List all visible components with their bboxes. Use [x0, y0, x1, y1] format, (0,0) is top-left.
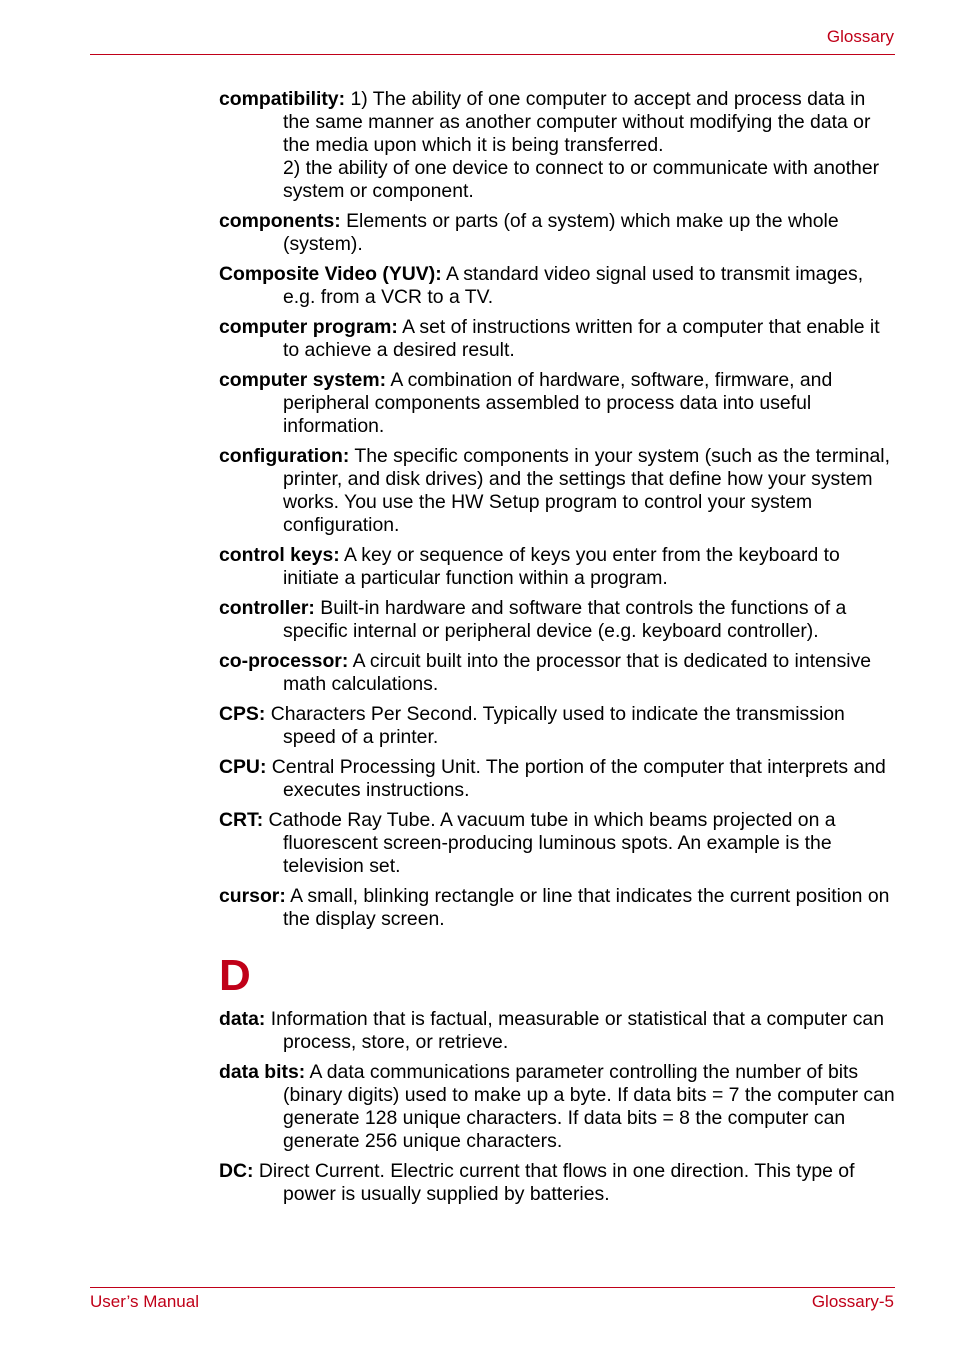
glossary-definition: A combination of hardware, software, firmware, and peripheral components assembled to process data into useful information. [283, 369, 833, 437]
glossary-entry-composite-video [219, 263, 895, 309]
footer-page-number: Glossary-5 [811, 1292, 894, 1311]
glossary-term: CPS: [219, 703, 266, 725]
glossary-definition: Cathode Ray Tube. A vacuum tube in which beams projected on a fluorescent screen-producing luminous spots. An example is the television set. [263, 809, 836, 877]
glossary-definition-continued: 2) the ability of one device to connect to or communicate with another system or component. [283, 157, 880, 202]
glossary-entry-cpu [219, 756, 895, 802]
glossary-definition: Central Processing Unit. The portion of the computer that interprets and executes instructions. [266, 756, 886, 801]
glossary-definition: Characters Per Second. Typically used to indicate the transmission speed of a printer. [265, 703, 845, 748]
glossary-term: cursor: [219, 885, 286, 907]
glossary-definition: Direct Current. Electric current that flows in one direction. This type of power is usually supplied by batteries. [253, 1160, 855, 1205]
glossary-term: DC: [219, 1160, 254, 1182]
section-heading-d: D [219, 951, 251, 1000]
glossary-entry-data [219, 1008, 895, 1054]
glossary-entry-control-keys [219, 544, 895, 590]
glossary-term: control keys: [219, 544, 340, 566]
glossary-definition: A data communications parameter controlling the number of bits (binary digits) used to make up a byte. If data bits = 7 the computer can generate 128 unique characters. If data bits = 8 the computer can generate 256 unique characters. [283, 1061, 895, 1152]
glossary-term: controller: [219, 597, 315, 619]
glossary-definition: A standard video signal used to transmit images, e.g. from a VCR to a TV. [283, 263, 864, 308]
glossary-term: components: [219, 210, 341, 232]
glossary-entry-compatibility [219, 88, 895, 203]
glossary-entry-computer-program [219, 316, 895, 362]
glossary-term: CRT: [219, 809, 264, 831]
glossary-entry-co-processor [219, 650, 895, 696]
glossary-entry-dc [219, 1160, 895, 1206]
glossary-term: Composite Video (YUV): [219, 263, 442, 285]
glossary-definition: Elements or parts (of a system) which make up the whole (system). [283, 210, 839, 255]
glossary-entry-data-bits [219, 1061, 895, 1153]
glossary-term: computer program: [219, 316, 398, 338]
glossary-term: computer system: [219, 369, 387, 391]
glossary-term: co-processor: [219, 650, 349, 672]
glossary-term: CPU: [219, 756, 267, 778]
glossary-entry-controller [219, 597, 895, 643]
glossary-definition: 1) The ability of one computer to accept and process data in the same manner as another computer without modifying the data or the media upon which it is being transferred. [283, 88, 871, 156]
glossary-entry-computer-system [219, 369, 895, 438]
header-rule [90, 54, 895, 55]
glossary-term: compatibility: [219, 88, 346, 110]
glossary-definition: The specific components in your system (such as the terminal, printer, and disk drives) and the settings that define how your system works. You use the HW Setup program to control your system configuration. [283, 445, 890, 536]
glossary-term: data: [219, 1008, 266, 1030]
glossary-entry-components [219, 210, 895, 256]
glossary-definition: A key or sequence of keys you enter from the keyboard to initiate a particular function within a program. [283, 544, 840, 589]
glossary-entry-crt [219, 809, 895, 878]
glossary-definition: Built-in hardware and software that controls the functions of a specific internal or peripheral device (e.g. keyboard controller). [283, 597, 847, 642]
glossary-term: data bits: [219, 1061, 306, 1083]
glossary-definition: A set of instructions written for a computer that enable it to achieve a desired result. [283, 316, 880, 361]
glossary-definition: Information that is factual, measurable or statistical that a computer can process, store, or retrieve. [265, 1008, 884, 1053]
header-title: Glossary [826, 27, 894, 46]
glossary-entry-cursor [219, 885, 895, 931]
glossary-term: configuration: [219, 445, 350, 467]
glossary-entry-cps [219, 703, 895, 749]
footer-rule [90, 1287, 895, 1288]
footer-manual-title: User’s Manual [90, 1292, 199, 1311]
glossary-definition: A circuit built into the processor that is dedicated to intensive math calculations. [283, 650, 872, 695]
glossary-content [219, 88, 895, 1213]
glossary-definition: A small, blinking rectangle or line that indicates the current position on the display screen. [283, 885, 890, 930]
glossary-entry-configuration [219, 445, 895, 537]
